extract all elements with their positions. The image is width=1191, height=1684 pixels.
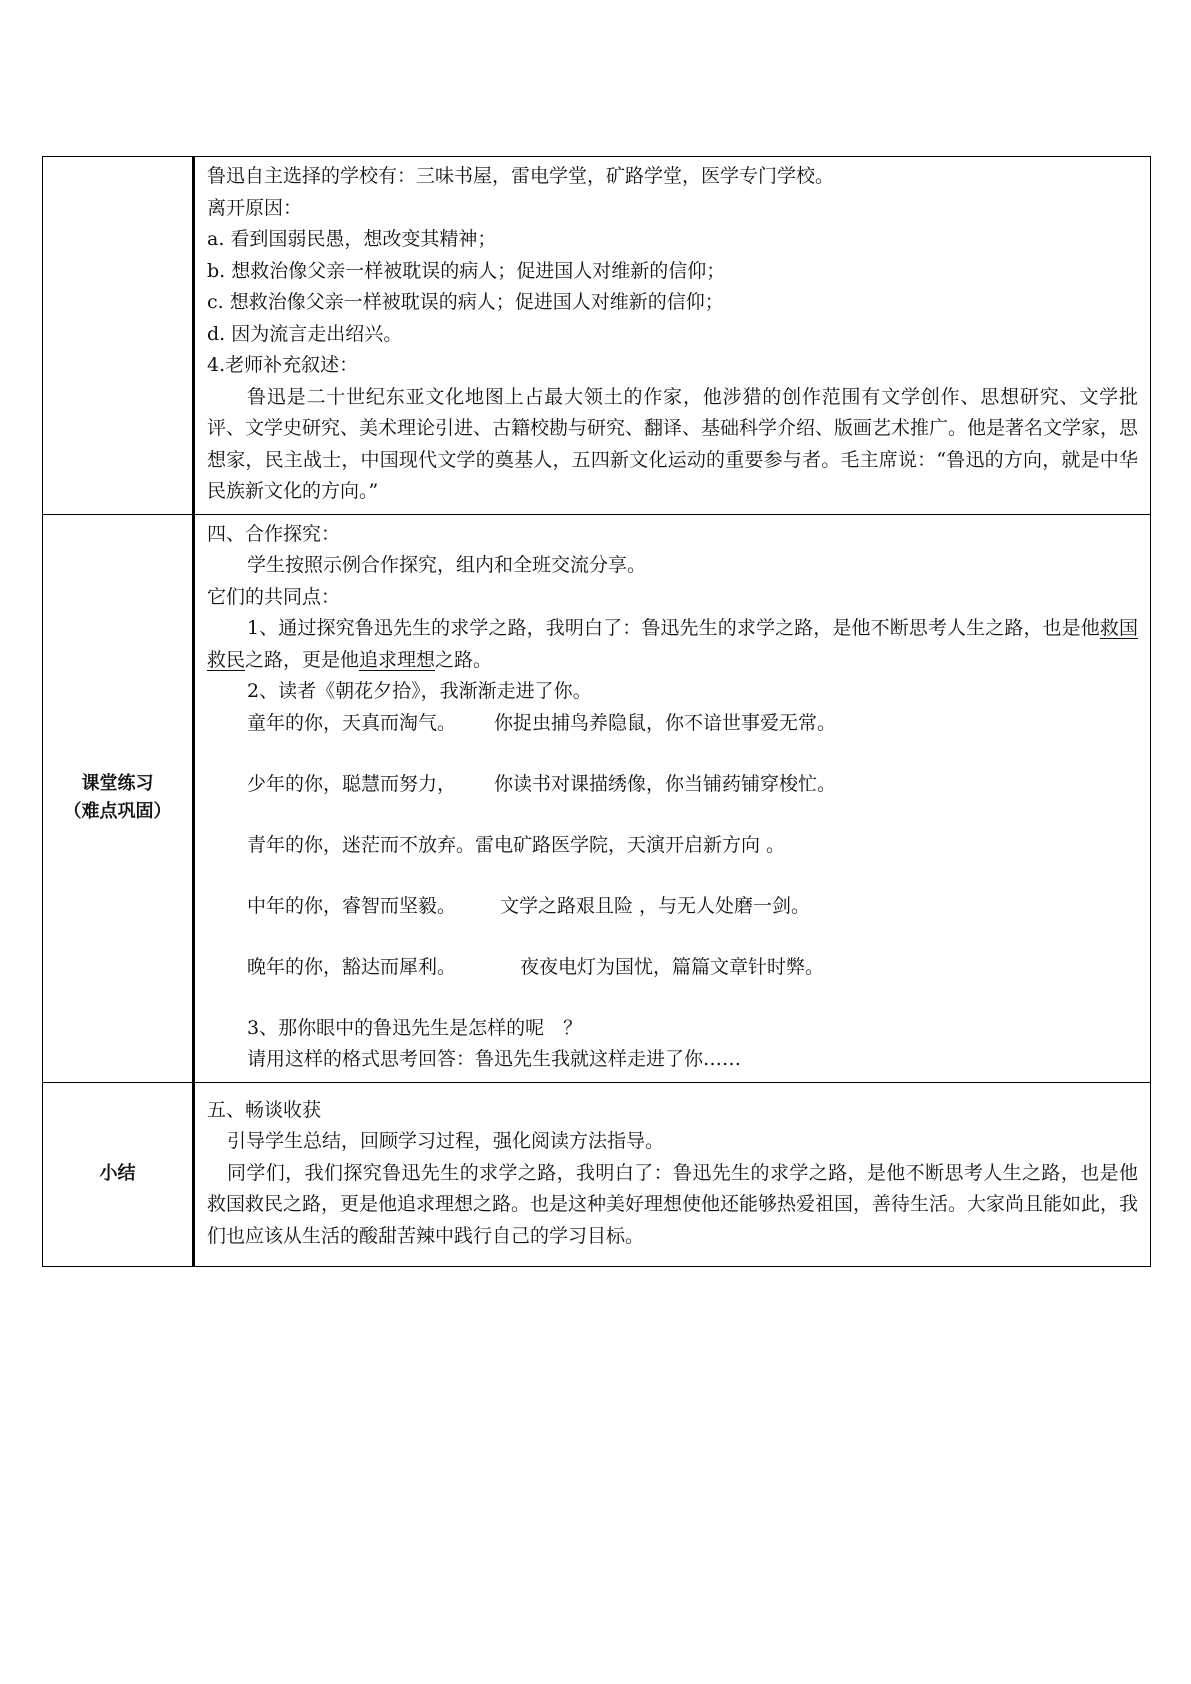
text-line: 学生按照示例合作探究，组内和全班交流分享。	[247, 554, 647, 576]
row-label-practice	[43, 514, 194, 1082]
verse-line	[207, 769, 1138, 801]
text-span: 之路，更是他	[245, 648, 360, 671]
question-line: 3、那你眼中的鲁迅先生是怎样的呢 ？	[247, 1016, 583, 1039]
verse-part: 你捉虫捕鸟养隐鼠，你不谙世事爱无常。	[494, 711, 837, 734]
verse-part: 夜夜电灯为国忧，篇篇文章针时弊。	[520, 955, 825, 978]
row-content-summary	[194, 1082, 1151, 1267]
verse-line	[207, 891, 1138, 923]
text-line: 引导学生总结，回顾学习过程，强化阅读方法指导。	[227, 1130, 665, 1152]
verse-part: 少年的你，聪慧而努力，	[247, 772, 457, 795]
underlined-phrase: 追求理想	[359, 648, 436, 671]
verse-part: 你读书对课描绣像，你当铺药铺穿梭忙。	[494, 772, 837, 795]
text-span: 1、通过探究鲁迅先生的求学之路，我明白了：鲁迅先生的求学之路，是他不断思考人生之路，也是他	[247, 617, 1100, 639]
table-row	[43, 157, 1151, 515]
paragraph: 同学们，我们探究鲁迅先生的求学之路，我明白了：鲁迅先生的求学之路，是他不断思考人生之路，也是他救国救民之路，更是他追求理想之路。也是这种美好理想使他还能够热爱祖国，善待生活。大家尚且能如此，我们也应该从生活的酸甜苦辣中践行自己的学习目标。	[207, 1161, 1139, 1247]
text-line: 鲁迅自主选择的学校有：三味书屋，雷电学堂，矿路学堂，医学专门学校。	[207, 165, 835, 187]
text-line: 2、读者《朝花夕拾》，我渐渐走进了你。	[247, 680, 592, 702]
row-label-summary: 小结	[43, 1082, 194, 1267]
section-heading: 五、畅谈收获	[207, 1098, 322, 1121]
text-line: b. 想救治像父亲一样被耽误的病人；促进国人对维新的信仰；	[207, 259, 726, 282]
paragraph	[207, 613, 1138, 676]
verse-line	[207, 708, 1138, 740]
label-line: （难点巩固）	[63, 801, 172, 822]
paragraph: 鲁迅是二十世纪东亚文化地图上占最大领土的作家，他涉猎的创作范围有文学创作、思想研究、文学批评、文学史研究、美术理论引进、古籍校勘与研究、翻译、基础科学介绍、版画艺术推广。他是著名文学家，思想家，民主战士，中国现代文学的奠基人，五四新文化运动的重要参与者。毛主席说：“鲁迅的方向，就是中华民族新文化的方向。”	[207, 385, 1139, 502]
text-line: 它们的共同点：	[207, 585, 341, 608]
table-row	[43, 514, 1151, 1082]
row-content-practice	[194, 514, 1151, 1082]
verse-part: 文学之路艰且险 ，与无人处磨一剑。	[500, 894, 811, 917]
text-line: d. 因为流言走出绍兴。	[207, 322, 403, 345]
section-heading: 四、合作探究：	[207, 522, 341, 545]
underlined-phrase: 救国救民	[207, 617, 1138, 671]
verse-line: 青年的你，迷茫而不放弃。雷电矿路医学院，天演开启新方向 。	[247, 833, 786, 856]
text-line: c. 想救治像父亲一样被耽误的病人；促进国人对维新的信仰；	[207, 291, 724, 313]
verse-part: 晚年的你，豁达而犀利。	[247, 955, 457, 978]
text-line: 离开原因：	[207, 196, 303, 219]
row-label-empty	[43, 157, 194, 515]
label-line: 课堂练习	[81, 773, 154, 794]
lesson-plan-table	[42, 156, 1151, 1267]
verse-part: 中年的你，睿智而坚毅。	[247, 894, 457, 917]
table-row	[43, 1082, 1151, 1267]
verse-part: 童年的你，天真而淘气。	[247, 711, 457, 734]
text-line: 请用这样的格式思考回答：鲁迅先生我就这样走进了你……	[247, 1048, 742, 1070]
verse-line	[207, 952, 1138, 984]
row-content-schools	[194, 157, 1151, 515]
text-line: 4.老师补充叙述：	[207, 354, 359, 376]
text-line: a. 看到国弱民愚，想改变其精神；	[207, 228, 497, 250]
text-span: 之路。	[435, 648, 493, 671]
